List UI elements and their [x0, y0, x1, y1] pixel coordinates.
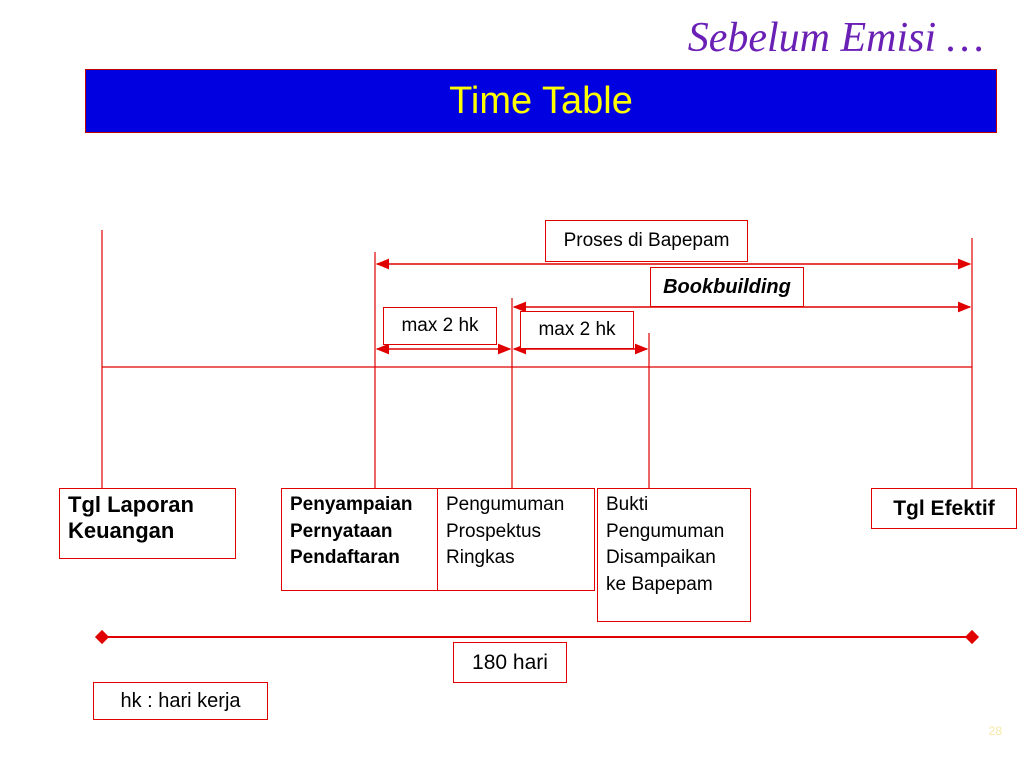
penyampaian-line-3: Pendaftaran [290, 547, 400, 569]
bukti-box [597, 488, 751, 622]
legend-hk: hk : hari kerja [93, 682, 268, 720]
tgl-laporan-line-2: Keuangan [68, 518, 175, 544]
duration-label: 180 hari [453, 642, 567, 683]
bukti-line-2: Pengumuman [606, 520, 725, 542]
penyampaian-line-1: Penyampaian [290, 494, 413, 515]
duration-start-diamond [95, 630, 109, 644]
bukti-line-4: ke Bapepam [606, 573, 713, 595]
duration-end-diamond [965, 630, 979, 644]
page-number: 28 [988, 724, 1002, 738]
banner-text: Time Table [449, 79, 633, 122]
max-2hk-right-label: max 2 hk [520, 311, 634, 349]
proses-bapepam-label: Proses di Bapepam [545, 220, 748, 262]
pengumuman-line-2: Prospektus [446, 520, 542, 542]
bukti-line-3: Disampaikan [606, 547, 716, 569]
tgl-efektif-box: Tgl Efektif [871, 488, 1017, 529]
max-2hk-left-label: max 2 hk [383, 307, 497, 345]
slide-title: Sebelum Emisi … [687, 15, 984, 61]
penyampaian-box [281, 488, 439, 591]
penyampaian-line-2: Pernyataan [290, 520, 393, 542]
tgl-laporan-line-1: Tgl Laporan [68, 492, 194, 517]
bookbuilding-label: Bookbuilding [650, 267, 804, 307]
pengumuman-line-1: Pengumuman [446, 494, 565, 515]
bukti-line-1: Bukti [606, 494, 649, 515]
tgl-laporan-keuangan-box [59, 488, 236, 559]
pengumuman-line-3: Ringkas [446, 547, 515, 569]
pengumuman-box [437, 488, 595, 591]
